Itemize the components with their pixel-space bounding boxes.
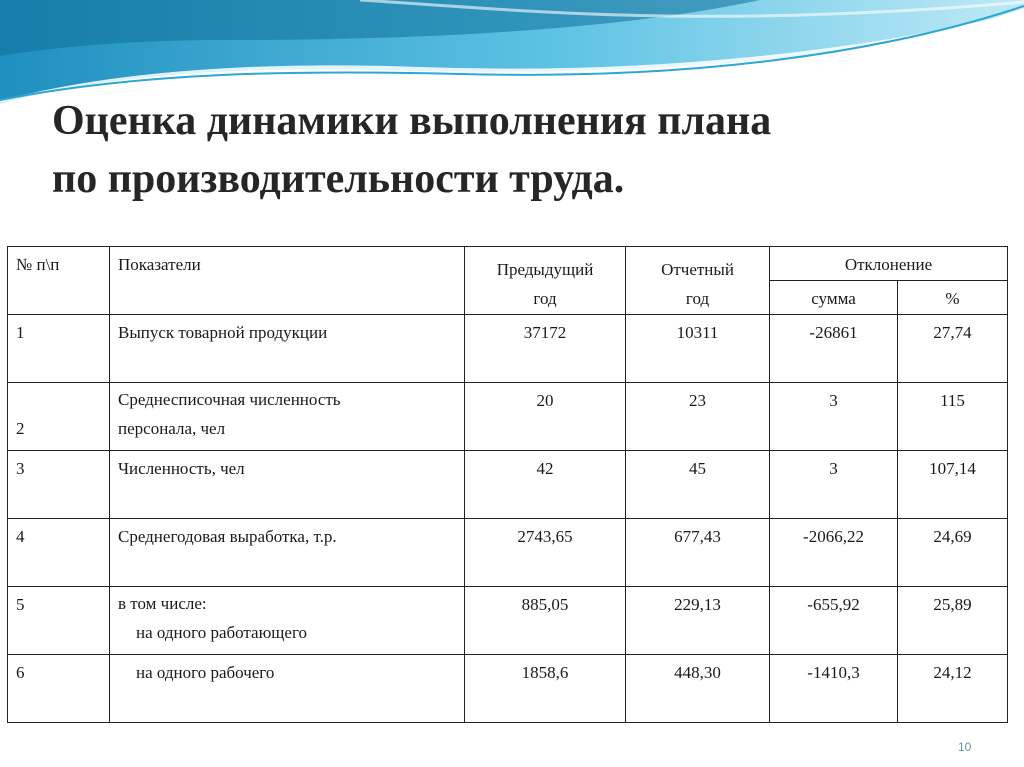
row-num: 2 — [8, 383, 110, 451]
row-previous: 2743,65 — [465, 519, 626, 587]
row-label: на одного рабочего — [110, 655, 465, 723]
row-num: 6 — [8, 655, 110, 723]
row-label — [110, 587, 465, 655]
header-current-year — [626, 247, 770, 315]
row-label: Выпуск товарной продукции — [110, 315, 465, 383]
header-row — [8, 247, 1008, 281]
row-current: 23 — [626, 383, 770, 451]
row-percent: 107,14 — [898, 451, 1008, 519]
slide-number: 10 — [958, 740, 972, 754]
row-num: 1 — [8, 315, 110, 383]
row-percent: 25,89 — [898, 587, 1008, 655]
row-current: 448,30 — [626, 655, 770, 723]
header-sum: сумма — [770, 281, 898, 315]
row-label-line: персонала, чел — [118, 419, 226, 438]
row-percent: 24,69 — [898, 519, 1008, 587]
row-sum: -1410,3 — [770, 655, 898, 723]
header-previous-year — [465, 247, 626, 315]
header-indicator: Показатели — [110, 247, 465, 315]
header-current-line: год — [685, 289, 710, 308]
row-label — [110, 383, 465, 451]
row-current: 10311 — [626, 315, 770, 383]
header-deviation: Отклонение — [770, 247, 1008, 281]
header-percent: % — [898, 281, 1008, 315]
row-sum: 3 — [770, 383, 898, 451]
row-previous: 42 — [465, 451, 626, 519]
row-label-line: Среднесписочная численность — [118, 390, 341, 409]
table-row — [8, 655, 1008, 723]
row-previous: 885,05 — [465, 587, 626, 655]
row-sum: -655,92 — [770, 587, 898, 655]
row-previous: 37172 — [465, 315, 626, 383]
header-previous-line: год — [533, 289, 557, 308]
productivity-table — [7, 246, 1008, 723]
row-current: 229,13 — [626, 587, 770, 655]
row-current: 677,43 — [626, 519, 770, 587]
row-sum: -2066,22 — [770, 519, 898, 587]
row-num: 3 — [8, 451, 110, 519]
row-percent: 24,12 — [898, 655, 1008, 723]
row-sum: -26861 — [770, 315, 898, 383]
row-label-line: в том числе: — [118, 594, 207, 613]
header-previous-line: Предыдущий — [496, 260, 594, 279]
row-label: Численность, чел — [110, 451, 465, 519]
header-num: № п\п — [8, 247, 110, 315]
row-previous: 20 — [465, 383, 626, 451]
table-row — [8, 383, 1008, 451]
row-sum: 3 — [770, 451, 898, 519]
row-num: 5 — [8, 587, 110, 655]
row-percent: 115 — [898, 383, 1008, 451]
row-percent: 27,74 — [898, 315, 1008, 383]
header-current-line: Отчетный — [661, 260, 734, 279]
table-row — [8, 587, 1008, 655]
table-row — [8, 451, 1008, 519]
row-previous: 1858,6 — [465, 655, 626, 723]
table-row — [8, 519, 1008, 587]
row-label: Среднегодовая выработка, т.р. — [110, 519, 465, 587]
row-label-line: на одного работающего — [136, 623, 307, 642]
slide-title-line: по производительности труда. — [52, 156, 625, 202]
slide-title — [52, 92, 992, 208]
table-row — [8, 315, 1008, 383]
slide-title-line: Оценка динамики выполнения плана — [52, 98, 772, 144]
row-num: 4 — [8, 519, 110, 587]
row-current: 45 — [626, 451, 770, 519]
